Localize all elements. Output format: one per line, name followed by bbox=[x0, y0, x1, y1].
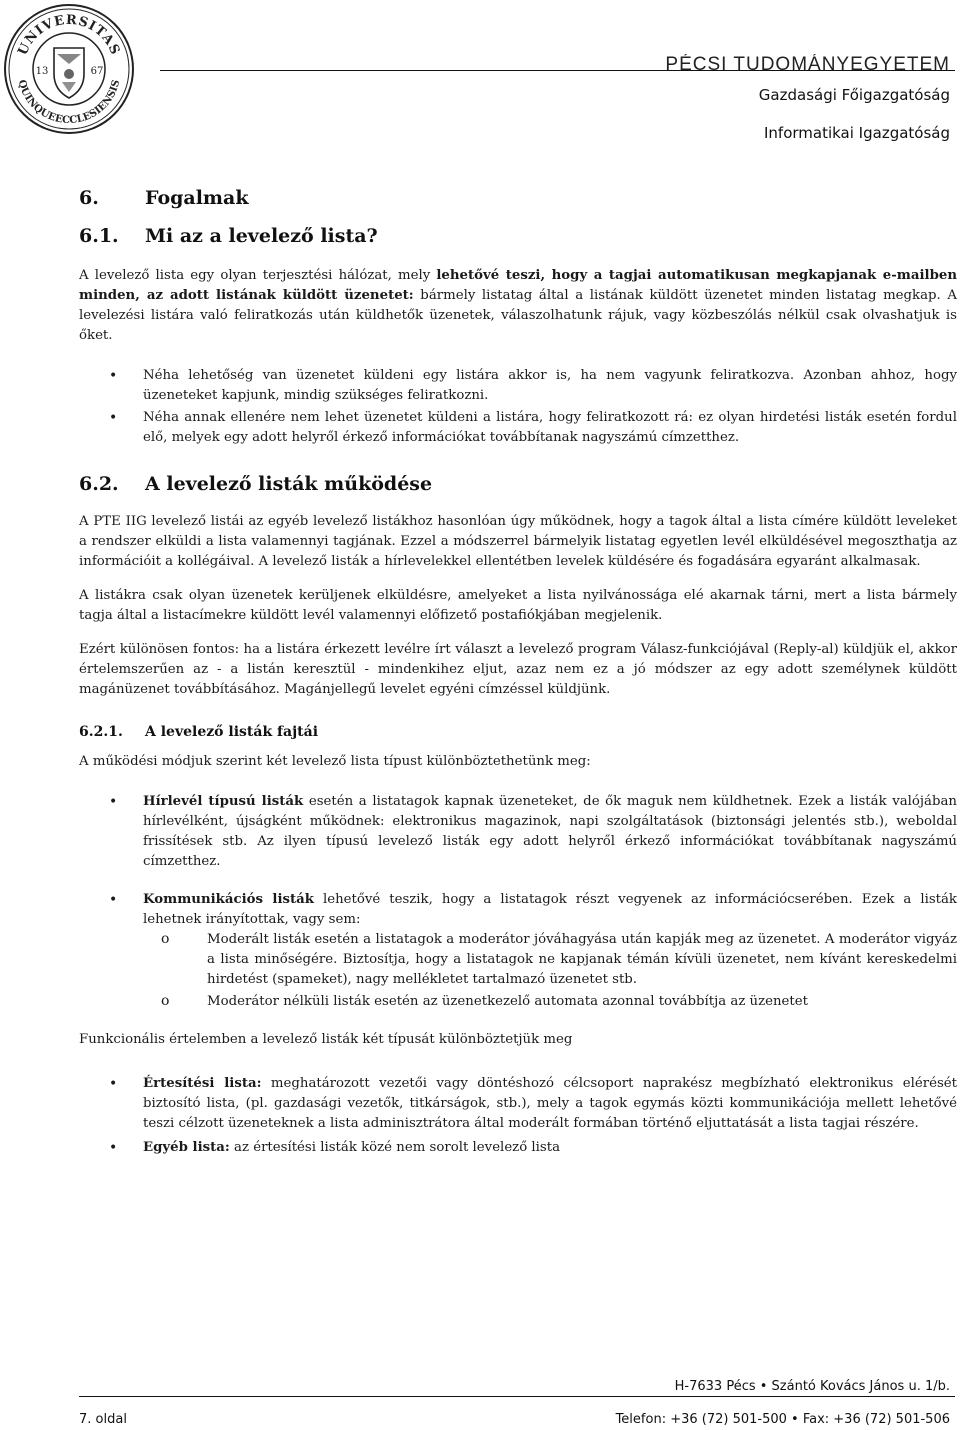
university-name: PÉCSI TUDOMÁNYEGYETEM bbox=[665, 54, 950, 70]
seal-year-right: 67 bbox=[90, 66, 104, 77]
seal-text-top: UNIVERSITAS bbox=[15, 12, 123, 58]
subsection-heading-6-2 bbox=[79, 474, 957, 494]
list-item: • Néha annak ellenére nem lehet üzenetet küldeni a listára, hogy feliratkozott rá: ez olyan hirdetési listák esetén fordul elő, melyek egy adott helyről érkező információkat továbbítanak nagyszámú címzetthez. bbox=[143, 408, 957, 448]
footer-rule bbox=[79, 1396, 955, 1397]
university-seal-icon bbox=[2, 2, 136, 136]
sub-list bbox=[143, 930, 957, 1012]
paragraph: Ezért különösen fontos: ha a listára érkezett levélre írt választ a levelező program Válasz-funkciójával (Reply-al) küldjük el, akkor értelemszerűen az - a listán keresztül - mindenkihez eljut, azaz nem ez a jó módszer az egy adott személynek küldött magánüzenet továbbításához. Magánjellegű levelet egyéni címzéssel küldjünk. bbox=[79, 642, 957, 697]
document-body bbox=[79, 188, 957, 1172]
seal-text-bottom: QUINQUEECCLESIENSIS bbox=[15, 78, 123, 127]
subsection-number: 6.1. bbox=[79, 225, 119, 247]
paragraph-definition bbox=[79, 266, 957, 346]
paragraph-functional-intro: Funkcionális értelemben a levelező listák két típusát különböztetjük meg bbox=[79, 1032, 573, 1047]
footer-address: H-7633 Pécs • Szántó Kovács János u. 1/b. bbox=[674, 1379, 950, 1394]
list-item bbox=[143, 792, 957, 872]
list-item: • Néha lehetőség van üzenetet küldeni egy listára akkor is, ha nem vagyunk feliratkozva. Azonban ahhoz, hogy üzeneteket kapjunk, mindig szükséges feliratkozni. bbox=[143, 366, 957, 406]
text-run: A levelező lista egy olyan terjesztési hálózat, mely bbox=[79, 268, 437, 283]
list-text: lehetővé teszik, hogy a listatagok részt vegyenek az információcserében. Ezek a listák lehetnek irányítottak, vagy sem: bbox=[143, 892, 957, 927]
list-text: meghatározott vezetői vagy döntéshozó célcsoport naprakész megbízható elektronikus elérését biztosító lista, (pl. gazdasági vezetők, titkárságok, stb.), mely a tagok egymás közti kommunikációja mellett lehetővé teszi célzott üzeneteknek a lista adminisztrátora által moderált formában történő eljuttatását a lista tagjai részére. bbox=[143, 1076, 957, 1131]
paragraph: A PTE IIG levelező listái az egyéb levelező listákhoz hasonlóan úgy működnek, hogy a tagok által a lista címére küldött leveleket a rendszer elküldi a lista valamennyi tagjának. Ezzel a módszerrel bármelyik listatag egyetlen levél elküldésével megoszthatja az információit a kollégáival. A levelező listák a hírlevelekkel ellentétben levelek küldésére és fogadására egyaránt alkalmasak. bbox=[79, 514, 957, 569]
subsection-heading-6-1 bbox=[79, 226, 957, 246]
footer-page-number: 7. oldal bbox=[79, 1412, 127, 1427]
section-number: 6. bbox=[79, 187, 99, 209]
subsubsection-number: 6.2.1. bbox=[79, 724, 123, 740]
seal-year-left: 13 bbox=[35, 66, 49, 77]
header-directorate: Informatikai Igazgatóság bbox=[763, 124, 950, 142]
section-heading bbox=[79, 188, 957, 208]
header-rule bbox=[160, 70, 955, 71]
text-run-bold: lehetővé teszi, hogy a tagjai automatikusan megkapjanak e-mailben minden, az adott listának küldött üzenetet: bbox=[79, 268, 957, 303]
paragraph-intro: A működési módjuk szerint két levelező lista típust különböztethetünk meg: bbox=[79, 754, 591, 769]
list-term: Értesítési lista: bbox=[143, 1076, 262, 1091]
header-department: Gazdasági Főigazgatóság bbox=[758, 86, 950, 104]
svg-text:UNIVERSITAS bbox=[15, 13, 122, 58]
footer-contact: Telefon: +36 (72) 501-500 • Fax: +36 (72) 501-506 bbox=[615, 1412, 950, 1427]
list-term: Kommunikációs listák bbox=[143, 892, 314, 907]
text-run: A levelezési listára való feliratkozás után küldhetők üzenetek, válaszolhatunk rájuk, vagy közbeszólás nélkül csak olvashatjuk is őket. bbox=[79, 288, 957, 343]
list-item bbox=[143, 890, 957, 1012]
text-run: bármely listatag által a listának küldött üzenetet minden listatag megkap. bbox=[413, 288, 941, 303]
subsection-title: Mi az a levelező lista? bbox=[145, 225, 378, 247]
subsubsection-heading-6-2-1 bbox=[79, 722, 957, 742]
list-text: esetén a listatagok kapnak üzeneteket, de ők maguk nem küldhetnek. Ezek a listák valójában hírlevélként, újságként működnek: elektronikus magazinok, napi szolgáltatások (biztonsági jelentés stb.), weboldal frissítések stb. Az ilyen típusú levelező listák egy adott helyről érkező információkat továbbítanak nagyszámú címzetthez. bbox=[143, 794, 957, 869]
sub-list-item: o Moderált listák esetén a listatagok a moderátor jóváhagyása után kapják meg az üzenetet. A moderátor vigyáz a lista minőségére. Biztosítja, hogy a listatagok ne kapjanak témán kívüli üzenetet, nem kívánt kereskedelmi hirdetést (spameket), nagy mellékletet tartalmazó üzenetet stb. bbox=[207, 930, 957, 990]
subsection-title: A levelező listák működése bbox=[145, 473, 433, 495]
bullet-list-notes bbox=[79, 366, 957, 448]
subsection-number: 6.2. bbox=[79, 473, 119, 495]
subsubsection-title: A levelező listák fajtái bbox=[145, 724, 319, 740]
list-item bbox=[143, 1074, 957, 1134]
sub-list-item: o Moderátor nélküli listák esetén az üzenetkezelő automata azonnal továbbítja az üzenetet bbox=[207, 992, 957, 1012]
list-term: Hírlevél típusú listák bbox=[143, 794, 304, 809]
list-term: Egyéb lista: bbox=[143, 1140, 230, 1155]
bullet-list-functional-types bbox=[79, 1074, 957, 1158]
bullet-list-list-types bbox=[79, 792, 957, 1012]
section-title: Fogalmak bbox=[145, 187, 249, 209]
list-text: az értesítési listák közé nem sorolt levelező lista bbox=[229, 1140, 561, 1155]
list-item bbox=[143, 1138, 957, 1158]
paragraph: A listákra csak olyan üzenetek kerüljenek elküldésre, amelyeket a lista nyilvánossága elé akarnak tárni, mert a lista bármely tagja által a listacímekre küldött levél valamennyi előfizető postafiókjában megjelenik. bbox=[79, 588, 957, 623]
